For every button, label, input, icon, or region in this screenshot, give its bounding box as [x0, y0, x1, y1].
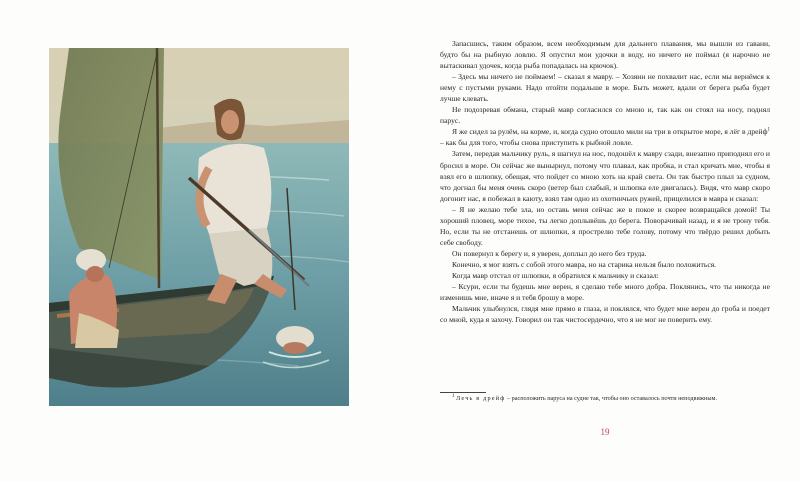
paragraph: Он повернул к берегу и, я уверен, доплыл до него без труда. [452, 248, 647, 258]
paragraph: Не подозревая обмана, старый мавр согласился со мною и, так как он стоял на носу, поднял парус. [440, 105, 770, 126]
paragraph: – Здесь мы ничего не поймаем! – сказал я мавру. – Хозяин не похвалит нас, если мы вернёмся к нему с пустыми руками. Надо отойти подальше в море. Быть может, вдали от берега рыба будет лучше клевать. [440, 72, 770, 104]
body-text [440, 38, 770, 325]
paragraph: – Ксури, если ты будешь мне верен, я сделаю тебе много добра. Поклянись, что ты никогда не изменишь мне, иначе я и тебя брошу в море. [440, 282, 770, 303]
page-number: 19 [600, 427, 610, 437]
footnote-marker: 1 [452, 393, 455, 399]
paragraph-text: – как бы для того, чтобы снова приступить к рыбной ловле. [440, 138, 633, 148]
footnote-definition: – расположить паруса на судне так, чтобы оно оставалось почти неподвижным. [505, 395, 717, 402]
boat-illustration [49, 48, 349, 406]
footnote-divider [440, 392, 486, 393]
paragraph: Запасшись, таким образом, всем необходимым для дальнего плавания, мы вышли из гавани, будто бы на рыбную ловлю. Я опустил мои удочки в воду, но ничего не поймал (я нарочно не вытаскивал удочек, когда рыба попадалась на крючок). [440, 39, 770, 71]
paragraph: Затем, передав мальчику руль, я шагнул на нос, подошёл к мавру сзади, внезапно приподнял его и бросил в море. Он сейчас же вынырнул, потому что плавал, как пробка, и стал кричать мне, чтобы я взял его в шлюпку, обещая, что пойдет со мною хоть на край света. Он так быстро плыл за судном, что догнал бы меня очень скоро (ветер был слабый, и шлюпка еле двигалась). Видя, что мавр скоро догонит нас, я побежал в каюту, взял там одно из охотничьих ружей, прицелился в мавра и сказал: [440, 149, 770, 203]
paragraph-with-footnote [440, 126, 770, 148]
paragraph: Когда мавр отстал от шлюпки, я обратился к мальчику и сказал: [452, 270, 659, 280]
footnote-reference[interactable]: 1 [767, 127, 770, 133]
paragraph: Конечно, я мог взять с собой этого мавра, но на старика нельзя было положиться. [452, 259, 717, 269]
watercolor-painting [49, 48, 349, 406]
footnote-term: Лечь в дрейф [456, 395, 506, 402]
paragraph: Мальчик улыбнулся, глядя мне прямо в глаза, и поклялся, что будет мне верен до гроба и поедет со мной, куда я захочу. Говорил он так чистосердечно, что я не мог не поверить ему. [440, 304, 770, 325]
paragraph: – Я не желаю тебе зла, но оставь меня сейчас же в покое и скорее возвращайся домой! Ты хороший пловец, море тихое, ты легко доплывёшь до берега. Поворачивай назад, и я не трону тебя. Но, если ты не отстанешь от шлюпки, я прострелю тебе голову, потому что твёрдо решил добыть себе свободу. [440, 204, 770, 247]
footnote [440, 395, 770, 404]
paragraph-text: Я же сидел за рулём, на корме, и, когда судно отошло мили на три в открытое море, я лёг в дрейф [452, 127, 768, 137]
